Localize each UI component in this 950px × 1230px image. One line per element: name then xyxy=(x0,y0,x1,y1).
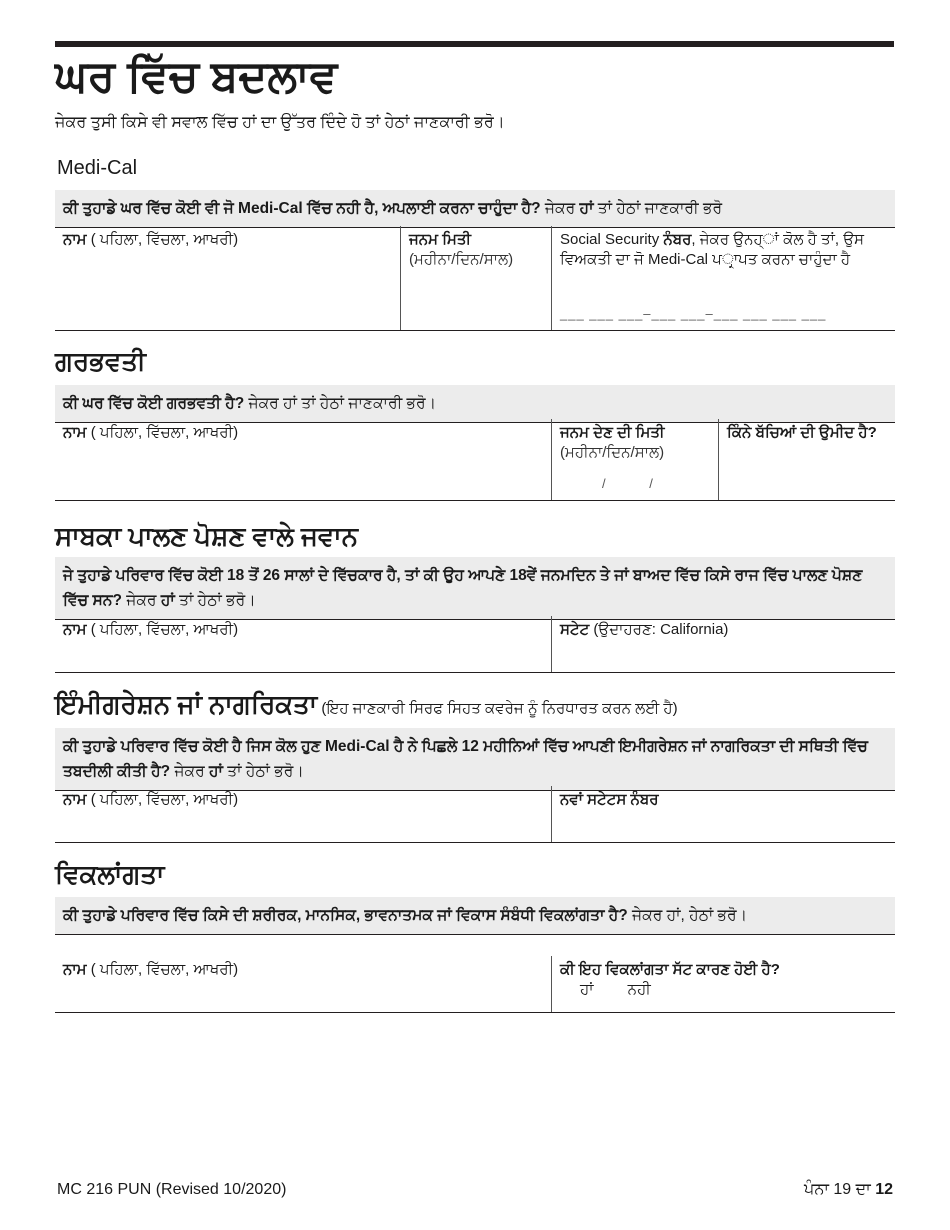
state-label: ਸਟੇਟ xyxy=(560,621,590,638)
question-rest: ਜੇਕਰ ਹਾਂ, ਹੇਠਾਂ ਭਰੋ। xyxy=(627,907,748,924)
heading-text: ਇੰਮੀਗਰੇਸ਼ਨ ਜਾਂ ਨਾਗਰਿਕਤਾ xyxy=(55,689,318,719)
question-post: ਤਾਂ ਹੇਠਾਂ ਜਾਣਕਾਰੀ ਭਰੋ xyxy=(593,200,723,217)
name-label: ਨਾਮ xyxy=(63,791,87,808)
name-hint: ( ਪਹਿਲਾ, ਵਿੱਚਲਾ, ਆਖਰੀ) xyxy=(86,791,239,808)
state-field[interactable] xyxy=(551,616,895,672)
disability-row xyxy=(55,956,895,1013)
injury-field xyxy=(551,956,895,1012)
name-label: ਨਾਮ xyxy=(63,961,87,978)
name-field[interactable] xyxy=(55,226,400,330)
question-yes: ਹਾਂ xyxy=(160,592,175,609)
form-id: MC 216 PUN (Revised 10/2020) xyxy=(57,1181,287,1198)
question-pre: ਜੇਕਰ xyxy=(170,763,210,780)
ssn-blanks: ___ ___ ___–___ ___–___ ___ ___ ___ xyxy=(560,306,827,321)
dob-hint: (ਮਹੀਨਾ/ਦਿਨ/ਸਾਲ) xyxy=(409,251,514,268)
name-label: ਨਾਮ xyxy=(63,621,87,638)
immigration-heading xyxy=(55,688,678,725)
question-bold: ਕੀ ਘਰ ਵਿੱਚ ਕੋਈ ਗਰਭਵਤੀ ਹੈ? xyxy=(63,395,245,412)
heading-note: (ਇਹ ਜਾਣਕਾਰੀ ਸਿਰਫ ਸਿਹਤ ਕਵਰੇਜ ਨੂੰ ਨਿਰਧਾਰਤ ਕਰਨ ਲਈ ਹੈ) xyxy=(317,700,678,717)
due-date-hint: (ਮਹੀਨਾ/ਦਿਨ/ਸਾਲ) xyxy=(560,444,665,461)
question-yes: ਹਾਂ xyxy=(579,200,594,217)
question-rest: ਜੇਕਰ ਹਾਂ ਤਾਂ ਹੇਠਾਂ ਜਾਣਕਾਰੀ ਭਰੋ। xyxy=(244,395,437,412)
name-label: ਨਾਮ xyxy=(63,231,87,248)
ssn-label-post: , ਜੇਕਰ ਉਨਹ੍ਾਂ ਕੋਲ ਹੈ ਤਾਂ, ਉਸ ਵਿਅਕਤੀ ਦਾ ਜੋ Medi-Cal ਪਰ੍ਾਪਤ ਕਰਨਾ ਚਾਹੁੰਦਾ ਹੈ xyxy=(560,231,865,268)
name-field[interactable] xyxy=(55,956,551,1012)
medical-question xyxy=(55,190,895,228)
question-bold: ਕੀ ਤੁਹਾਡੇ ਪਰਿਵਾਰ ਵਿੱਚ ਕੋਈ ਹੈ ਜਿਸ ਕੋਲ ਹੁਣ Medi-Cal ਹੈ ਨੇ ਪਿਛਲੇ 12 ਮਹੀਨਿਆਂ ਵਿੱਚ ਆਪਣੀ ਇਮੀਗਰੇਸ਼ਨ ਜਾਂ ਨਾਗਰਿਕਤਾ ਦੀ ਸਥਿਤੀ ਵਿੱਚ ਤਬਦੀਲੀ ਕੀਤੀ ਹੈ? xyxy=(63,738,868,780)
pregnancy-question xyxy=(55,385,895,423)
state-hint: (ਉਦਾਹਰਣ: California) xyxy=(589,621,729,638)
question-pre: ਜੇਕਰ xyxy=(121,592,161,609)
question-pre: ਜੇਕਰ xyxy=(540,200,580,217)
page-instructions: ਜੇਕਰ ਤੁਸੀ ਕਿਸੇ ਵੀ ਸਵਾਲ ਵਿੱਚ ਹਾਂ ਦਾ ਉੱਤਰ ਦਿੰਦੇ ਹੋ ਤਾਂ ਹੇਠਾਂ ਜਾਣਕਾਰੀ ਭਰੋ। xyxy=(55,114,505,131)
name-field[interactable] xyxy=(55,419,551,500)
disability-heading: ਵਿਕਲਾਂਗਤਾ xyxy=(55,859,165,889)
top-rule xyxy=(55,41,894,47)
foster-row xyxy=(55,616,895,673)
name-field[interactable] xyxy=(55,616,551,672)
page-number xyxy=(804,1181,893,1199)
immigration-question xyxy=(55,728,895,791)
immigration-row xyxy=(55,786,895,843)
babies-expected-field[interactable] xyxy=(718,419,895,500)
dob-label: ਜਨਮ ਮਿਤੀ xyxy=(409,231,472,248)
question-bold: ਕੀ ਤੁਹਾਡੇ ਪਰਿਵਾਰ ਵਿੱਚ ਕਿਸੇ ਦੀ ਸ਼ਰੀਰਕ, ਮਾਨਸਿਕ, ਭਾਵਨਾਤਮਕ ਜਾਂ ਵਿਕਾਸ ਸੰਬੰਧੀ ਵਿਕਲਾਂਗਤਾ ਹੈ? xyxy=(63,907,628,924)
foster-question xyxy=(55,557,895,620)
name-hint: ( ਪਹਿਲਾ, ਵਿੱਚਲਾ, ਆਖਰੀ) xyxy=(86,961,239,978)
medical-heading: Medi-Cal xyxy=(57,157,138,179)
name-field[interactable] xyxy=(55,786,551,842)
injury-label: ਕੀ ਇਹ ਵਿਕਲਾਂਗਤਾ ਸੱਟ ਕਾਰਣ ਹੋਈ ਹੈ? xyxy=(560,961,780,978)
medical-row xyxy=(55,226,895,331)
dob-field[interactable] xyxy=(400,226,551,330)
name-hint: ( ਪਹਿਲਾ, ਵਿੱਚਲਾ, ਆਖਰੀ) xyxy=(86,231,239,248)
ssn-field[interactable] xyxy=(551,226,895,330)
babies-expected-label: ਕਿੰਨੇ ਬੱਚਿਆਂ ਦੀ ਉਮੀਦ ਹੈ? xyxy=(727,424,877,441)
yes-option[interactable]: ਹਾਂ xyxy=(580,981,594,998)
question-post: ਤਾਂ ਹੇਠਾਂ ਭਰੋ। xyxy=(174,592,256,609)
new-status-field[interactable] xyxy=(551,786,895,842)
due-date-label: ਜਨਮ ਦੇਣ ਦੀ ਮਿਤੀ xyxy=(560,424,665,441)
ssn-label-bold: ਨੰਬਰ xyxy=(663,231,692,248)
page-pre: ਪੰਨਾ 19 ਦਾ xyxy=(804,1181,876,1198)
foster-heading: ਸਾਬਕਾ ਪਾਲਣ ਪੋਸ਼ਣ ਵਾਲੇ ਜਵਾਨ xyxy=(55,521,358,551)
page-total: 12 xyxy=(875,1181,893,1198)
due-date-field[interactable] xyxy=(551,419,718,500)
question-bold: ਕੀ ਤੁਹਾਡੇ ਘਰ ਵਿੱਚ ਕੋਈ ਵੀ ਜੋ Medi-Cal ਵਿੱਚ ਨਹੀ ਹੈ, ਅਪਲਾਈ ਕਰਨਾ ਚਾਹੁੰਦਾ ਹੈ? xyxy=(63,200,541,217)
disability-question xyxy=(55,897,895,935)
name-hint: ( ਪਹਿਲਾ, ਵਿੱਚਲਾ, ਆਖਰੀ) xyxy=(86,621,239,638)
no-option[interactable]: ਨਹੀ xyxy=(627,981,651,998)
ssn-label-pre: Social Security xyxy=(560,231,664,248)
new-status-label: ਨਵਾਂ ਸਟੇਟਸ ਨੰਬਰ xyxy=(560,791,659,808)
name-label: ਨਾਮ xyxy=(63,424,87,441)
date-slashes: / / xyxy=(602,476,653,491)
question-yes: ਹਾਂ xyxy=(209,763,223,780)
pregnancy-heading: ਗਰਭਵਤੀ xyxy=(55,346,146,376)
question-post: ਤਾਂ ਹੇਠਾਂ ਭਰੋ। xyxy=(222,763,304,780)
page-title: ਘਰ ਵਿੱਚ ਬਦਲਾਵ xyxy=(55,52,338,101)
name-hint: ( ਪਹਿਲਾ, ਵਿੱਚਲਾ, ਆਖਰੀ) xyxy=(86,424,239,441)
pregnancy-row xyxy=(55,419,895,501)
question-bold: ਜੇ ਤੁਹਾਡੇ ਪਰਿਵਾਰ ਵਿੱਚ ਕੋਈ 18 ਤੋਂ 26 ਸਾਲਾਂ ਦੇ ਵਿੱਚਕਾਰ ਹੈ, ਤਾਂ ਕੀ ਉਹ ਆਪਣੇ 18ਵੇਂ ਜਨਮਦਿਨ ਤੇ ਜਾਂ ਬਾਅਦ ਵਿੱਚ ਕਿਸੇ ਰਾਜ ਵਿੱਚ ਪਾਲਣ ਪੋਸ਼ਣ ਵਿੱਚ ਸਨ? xyxy=(63,567,863,609)
